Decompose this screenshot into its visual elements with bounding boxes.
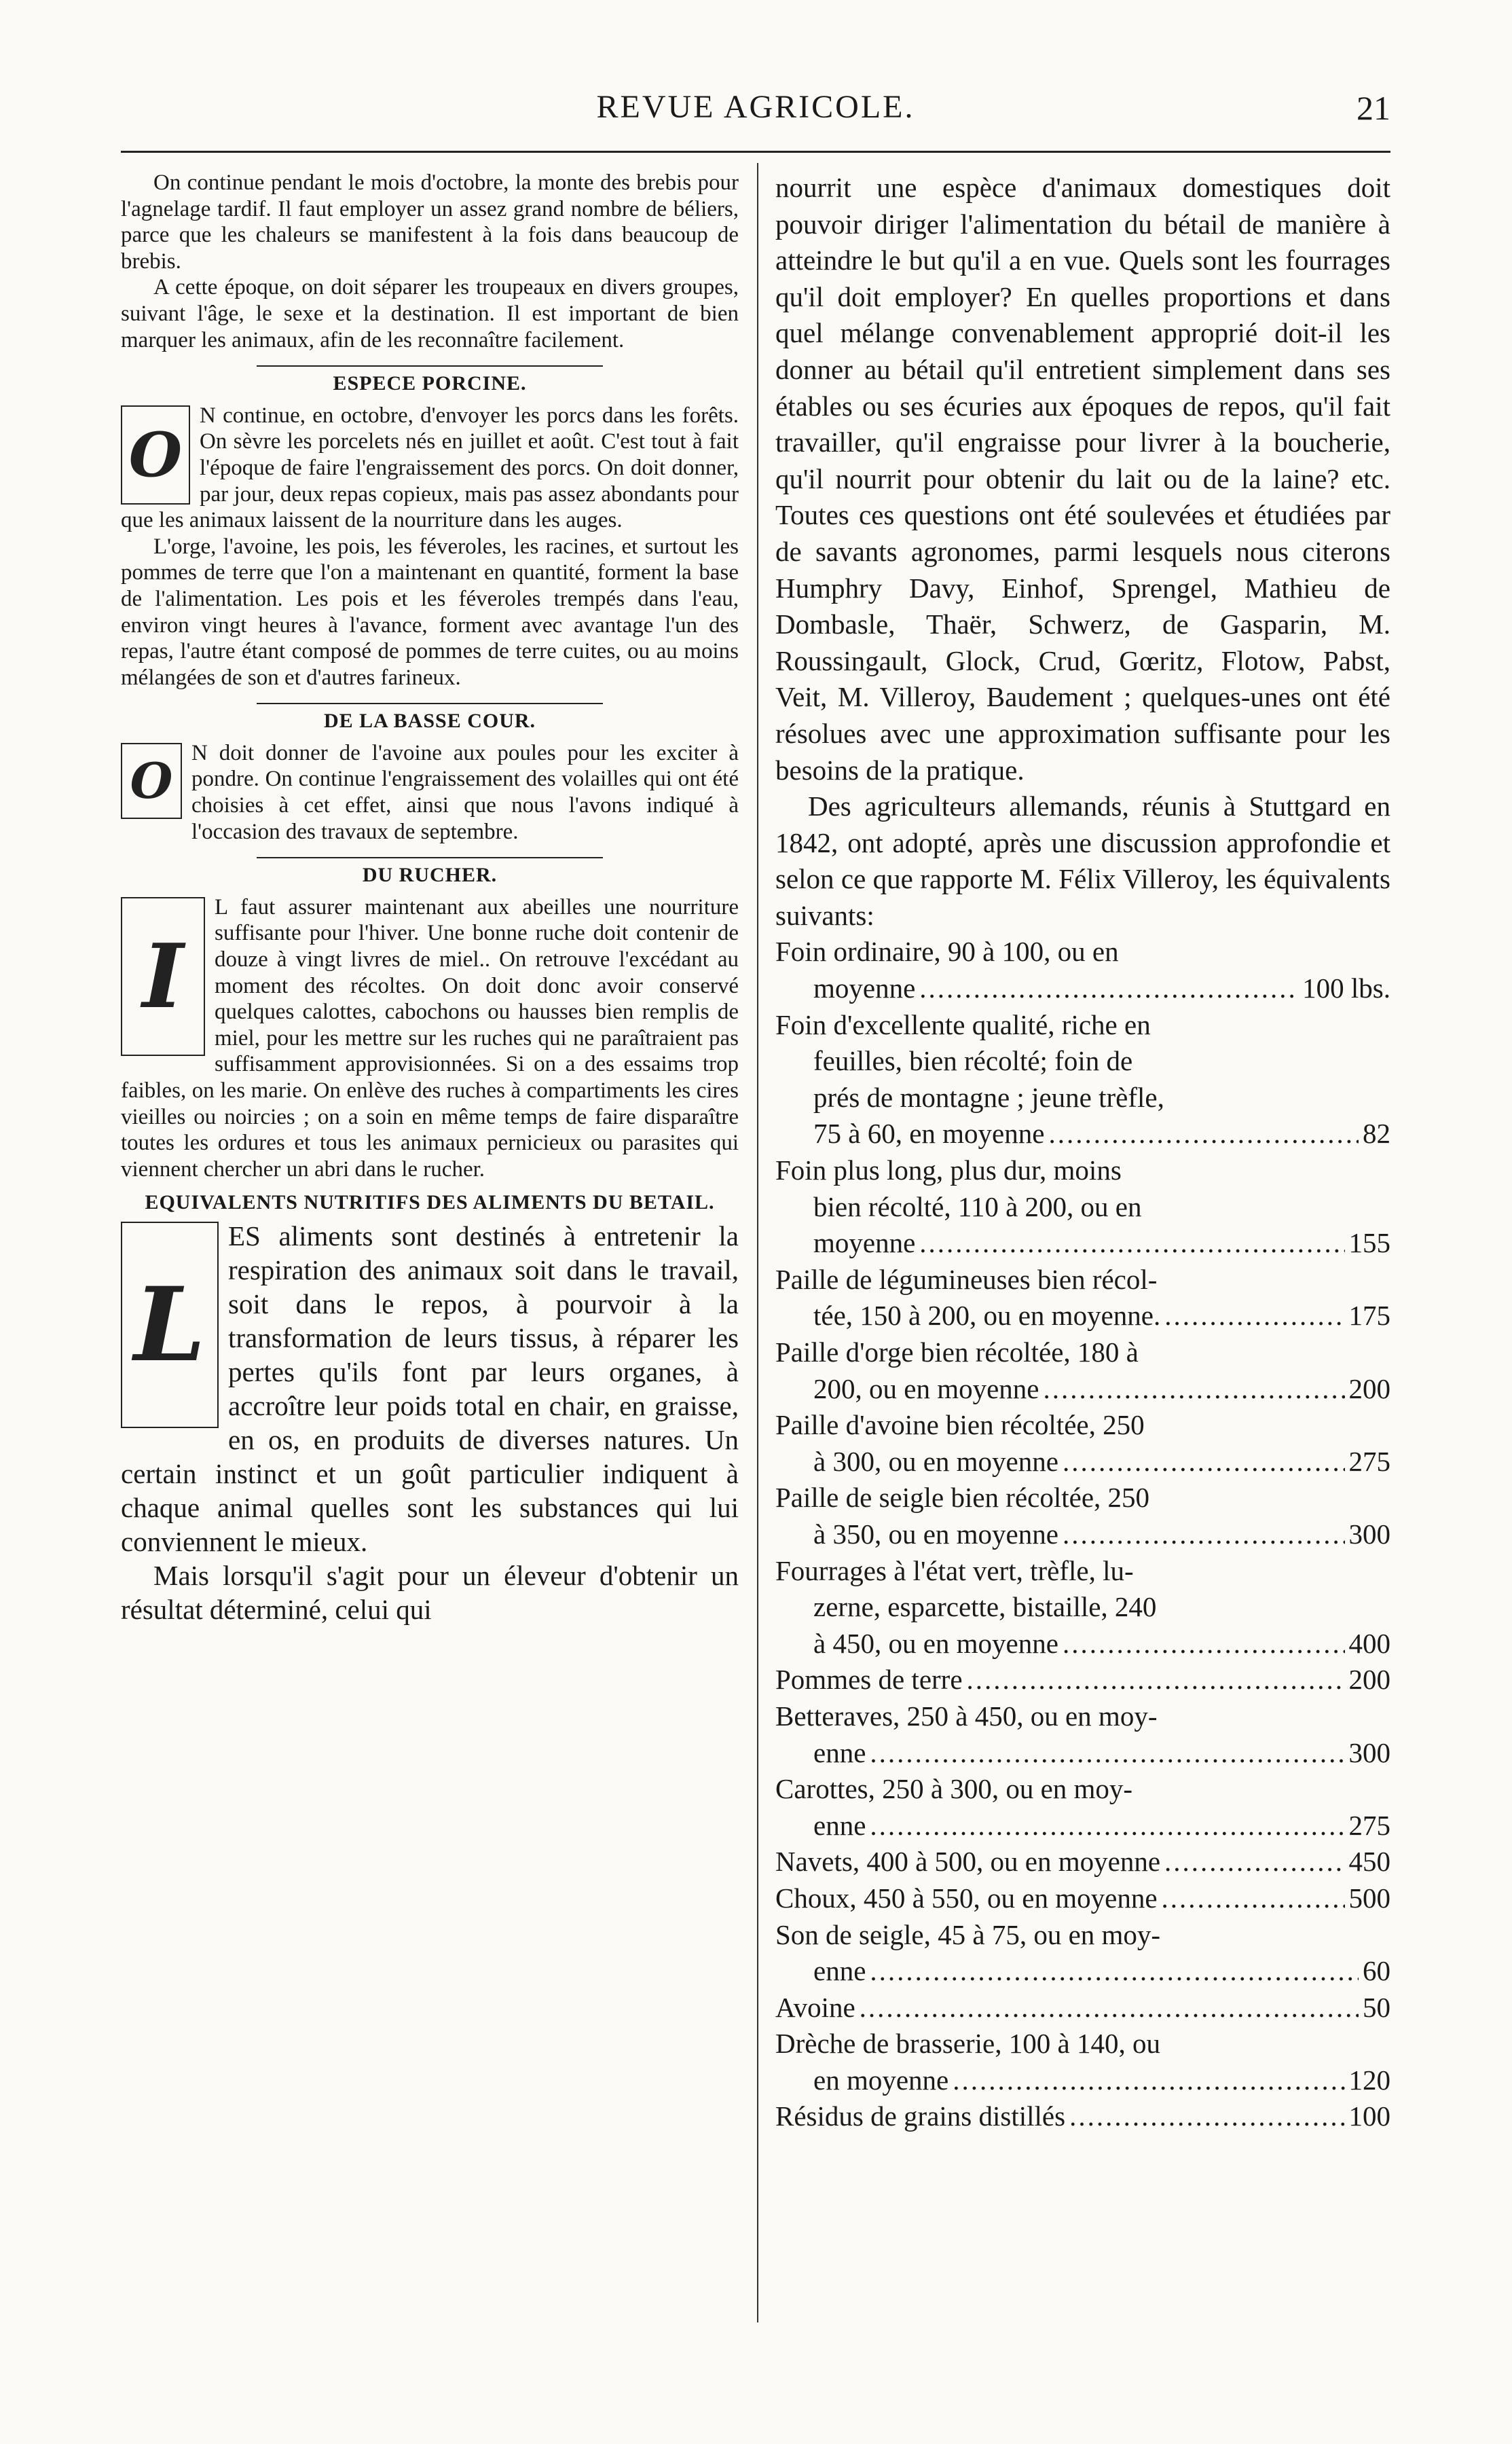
feed-value: 200	[1348, 1372, 1390, 1404]
feed-line: Paille d'avoine bien récoltée, 250	[775, 1409, 1145, 1441]
drop-cap: O	[121, 405, 190, 505]
drop-cap: I	[121, 897, 205, 1056]
feed-line: prés de montagne ; jeune trèfle,	[813, 1081, 1164, 1113]
feed-line: Son de seigle, 45 à 75, ou en moy-	[775, 1918, 1161, 1950]
feed-value: 155	[1348, 1227, 1390, 1259]
feed-value: 300	[1348, 1518, 1390, 1550]
feed-line: zerne, esparcette, bistaille, 240	[813, 1591, 1157, 1623]
left-column	[121, 170, 739, 1626]
feed-label: 200, ou en moyenne	[813, 1372, 1039, 1404]
feed-value-row	[775, 1371, 1390, 1408]
feed-value: 300	[1348, 1736, 1390, 1768]
feed-entry	[775, 1662, 1390, 1698]
leader-dots	[1063, 1444, 1345, 1480]
feed-entry	[775, 1844, 1390, 1880]
page-header	[121, 88, 1390, 143]
feed-value: 275	[1348, 1445, 1390, 1477]
feed-value-row	[775, 1116, 1390, 1152]
feed-entry	[775, 2098, 1390, 2135]
feed-label: Avoine	[775, 1991, 855, 2023]
feed-value-row	[775, 1444, 1390, 1480]
page-number: 21	[1357, 89, 1390, 127]
leader-dots	[967, 1662, 1345, 1698]
feed-value-row	[775, 970, 1390, 1007]
feed-value: 275	[1348, 1809, 1390, 1841]
paragraph-rucher: I L faut assurer maintenant aux abeilles une nourriture suffisante pour l'hiver. Une bonne ruche doit contenir de douze à vingt livres de miel.. On retrouve l'excédant au moment des récoltes. On doit donc avoir conservé quelques calottes, cabochons ou hausses bien remplis de miel, pour les mettre sur les ruches qui ne paraîtraient pas suffisamment approvisionnées. Si on a des essaims trop faibles, on les marie. On enlève des ruches à compartiments les cires vieilles ou noircies ; on a soin en même temps de faire disparaître toutes les ordures et tous les animaux pernicieux ou parasites qui viennent chercher un abri dans le rucher.	[121, 894, 739, 1182]
leader-dots	[919, 1225, 1344, 1262]
leader-dots	[1063, 1626, 1345, 1662]
feed-entry	[775, 1880, 1390, 1917]
feed-value-row	[775, 1808, 1390, 1844]
paragraph-porcine-2: L'orge, l'avoine, les pois, les féveroles, les racines, et surtout les pommes de terre que l'on a maintenant en quantité, forment la base de l'alimentation. Les pois et les féveroles trempés dans l'eau, environ vingt heures à l'avance, forment avec avantage l'un des repas, l'autre étant composé de pommes de terre cuites, ou au moins mélangées de son et d'autres farineux.	[121, 534, 739, 690]
feed-value-row	[775, 1516, 1390, 1553]
feed-line: feuilles, bien récolté; foin de	[813, 1045, 1133, 1077]
feed-label: Navets, 400 à 500, ou en moyenne	[775, 1846, 1161, 1878]
feed-value: 500	[1348, 1882, 1390, 1914]
feed-value-row	[775, 1844, 1390, 1880]
feed-value: 450	[1348, 1846, 1390, 1878]
feed-value-row	[775, 1225, 1390, 1262]
leader-dots	[1164, 1844, 1344, 1880]
feed-entry	[775, 1698, 1390, 1771]
section-heading-rucher: DU RUCHER.	[257, 857, 603, 889]
leader-dots	[860, 1990, 1359, 2026]
feed-value: 400	[1348, 1627, 1390, 1659]
paragraph-sheep-2: A cette époque, on doit séparer les troupeaux en divers groupes, suivant l'âge, le sexe et la destination. Il est important de bien marquer les animaux, afin de les reconnaître facilement.	[121, 275, 739, 352]
paragraph-right-1: nourrit une espèce d'animaux domestiques doit pouvoir diriger l'alimentation du bétail de manière à atteindre le but qu'il a en vue. Quels sont les fourrages qu'il doit employer? En quelles proportions et dans quel mélange convenablement approprié doit-il les donner au bétail qu'il entretient simplement dans ses étables ou ses écuries aux époques de repos, qu'il fait travailler, qu'il engraisse pour livrer à la boucherie, qu'il nourrit pour obtenir du lait ou de la laine? etc. Toutes ces questions ont été soulevées et étudiées par de savants agronomes, parmi lesquels nous citerons Humphry Davy, Einhof, Sprengel, Mathieu de Dombasle, Thaër, Schwerz, de Gasparin, M. Roussingault, Glock, Crud, Gœritz, Flotow, Pabst, Veit, M. Villeroy, Baudement ; quelques-unes ont été résolues avec une approximation suffisante pour les besoins de la pratique.	[775, 172, 1390, 786]
header-rule	[121, 151, 1390, 153]
feed-label: Pommes de terre	[775, 1664, 963, 1696]
feed-value-row	[775, 1953, 1390, 1990]
paragraph-basse-cour: O N doit donner de l'avoine aux poules pour les exciter à pondre. On continue l'engraissement des volailles qui ont été choisies à cet effet, ainsi que nous l'avons indiqué à l'occasion des travaux de septembre.	[121, 740, 739, 845]
feed-entry	[775, 1407, 1390, 1480]
column-divider	[757, 163, 758, 2322]
feed-entry	[775, 1262, 1390, 1334]
feed-value-row	[775, 2062, 1390, 2099]
feed-value: 100 lbs.	[1302, 972, 1390, 1004]
feed-entry	[775, 1553, 1390, 1662]
feed-line: Paille d'orge bien récoltée, 180 à	[775, 1336, 1139, 1368]
feed-label: moyenne	[813, 972, 916, 1004]
feed-entry	[775, 1917, 1390, 1990]
feed-line: Foin ordinaire, 90 à 100, ou en	[775, 936, 1119, 968]
feed-line: Paille de légumineuses bien récol-	[775, 1263, 1158, 1295]
leader-dots	[919, 970, 1298, 1007]
feed-label: moyenne	[813, 1227, 916, 1259]
feed-label: Choux, 450 à 550, ou en moyenne	[775, 1882, 1158, 1914]
feed-entry	[775, 1990, 1390, 2026]
leader-dots	[1048, 1116, 1359, 1152]
feed-value-row	[775, 1298, 1390, 1334]
feed-line: Paille de seigle bien récoltée, 250	[775, 1482, 1150, 1514]
leader-dots	[1164, 1298, 1344, 1334]
feed-value: 100	[1348, 2100, 1390, 2132]
feed-label: Résidus de grains distillés	[775, 2100, 1066, 2132]
feed-label: à 300, ou en moyenne	[813, 1445, 1058, 1477]
feed-label: enne	[813, 1736, 866, 1768]
leader-dots	[953, 2062, 1344, 2099]
leader-dots	[870, 1953, 1359, 1990]
feed-entry	[775, 1334, 1390, 1407]
section-heading-basse-cour: DE LA BASSE COUR.	[257, 703, 603, 735]
feed-label: à 450, ou en moyenne	[813, 1627, 1058, 1659]
leader-dots	[870, 1735, 1344, 1772]
feed-value: 120	[1348, 2064, 1390, 2096]
feed-value-row	[775, 1662, 1390, 1698]
section-heading-porcine: ESPECE PORCINE.	[257, 365, 603, 397]
feed-line: Betteraves, 250 à 450, ou en moy-	[775, 1700, 1158, 1732]
feed-label: enne	[813, 1955, 866, 1987]
feed-value-row	[775, 2098, 1390, 2135]
feed-label: en moyenne	[813, 2064, 949, 2096]
feed-label: 75 à 60, en moyenne	[813, 1118, 1045, 1150]
paragraph-porcine-1: O N continue, en octobre, d'envoyer les porcs dans les forêts. On sèvre les porcelets nés en juillet et août. C'est tout à fait l'époque de faire l'engraissement des porcs. On doit donner, par jour, deux repas copieux, mais pas assez abondants pour que les animaux laissent de la nourriture dans les auges.	[121, 403, 739, 533]
right-column	[775, 170, 1390, 2135]
leader-dots	[1162, 1880, 1345, 1917]
feed-line: Carottes, 250 à 300, ou en moy-	[775, 1773, 1133, 1805]
paragraph-right-2: Des agriculteurs allemands, réunis à Stuttgard en 1842, ont adopté, après une discussion approfondie et selon ce que rapporte M. Félix Villeroy, les équivalents suivants:	[775, 790, 1390, 931]
feed-label: tée, 150 à 200, ou en moyenne.	[813, 1300, 1161, 1332]
feed-value-row	[775, 1626, 1390, 1662]
leader-dots	[1069, 2098, 1344, 2135]
feed-label: à 350, ou en moyenne	[813, 1518, 1058, 1550]
feed-line: Drèche de brasserie, 100 à 140, ou	[775, 2028, 1160, 2060]
feed-entry	[775, 934, 1390, 1006]
drop-cap: L	[121, 1222, 219, 1428]
feed-value: 82	[1363, 1118, 1390, 1150]
feed-line: bien récolté, 110 à 200, ou en	[813, 1190, 1142, 1222]
feed-line: Fourrages à l'état vert, trèfle, lu-	[775, 1554, 1134, 1586]
paragraph-equivalents-1: L ES aliments sont destinés à entretenir la respiration des animaux soit dans le travail, soit dans le repos, à pourvoir à la transformation de leurs tissus, à réparer les pertes qu'ils font par leurs organes, à accroître leur poids total en chair, en graisse, en os, en produits de diverses natures. Un certain instinct et un goût particulier indiquent à chaque animal quelles sont les substances qui lui conviennent le mieux.	[121, 1220, 739, 1558]
section-heading-equivalents: EQUIVALENTS NUTRITIFS DES ALIMENTS DU BETAIL.	[145, 1191, 715, 1214]
paragraph-equivalents-2: Mais lorsqu'il s'agit pour un éleveur d'obtenir un résultat déterminé, celui qui	[121, 1560, 739, 1626]
leader-dots	[870, 1808, 1344, 1844]
feed-label: enne	[813, 1809, 866, 1841]
feed-value-row	[775, 1990, 1390, 2026]
feed-value-row	[775, 1735, 1390, 1772]
feed-entry	[775, 1480, 1390, 1552]
feed-entry	[775, 1152, 1390, 1262]
leader-dots	[1063, 1516, 1345, 1553]
feed-value: 200	[1348, 1664, 1390, 1696]
drop-cap: O	[121, 743, 182, 819]
feed-entry	[775, 1771, 1390, 1844]
paragraph-sheep-1: On continue pendant le mois d'octobre, la monte des brebis pour l'agnelage tardif. Il faut employer un assez grand nombre de béliers, parce que les chaleurs se manifestent à la fois dans beaucoup de brebis.	[121, 170, 739, 274]
feed-line: Foin plus long, plus dur, moins	[775, 1154, 1122, 1186]
feed-equivalents-list	[775, 934, 1390, 2135]
feed-value: 60	[1363, 1955, 1390, 1987]
feed-value: 50	[1363, 1991, 1390, 2023]
feed-value-row	[775, 1880, 1390, 1917]
running-title: REVUE AGRICOLE.	[596, 89, 915, 125]
feed-line: Foin d'excellente qualité, riche en	[775, 1008, 1151, 1040]
feed-entry	[775, 2026, 1390, 2098]
feed-value: 175	[1348, 1300, 1390, 1332]
feed-entry	[775, 1007, 1390, 1152]
leader-dots	[1043, 1371, 1344, 1408]
